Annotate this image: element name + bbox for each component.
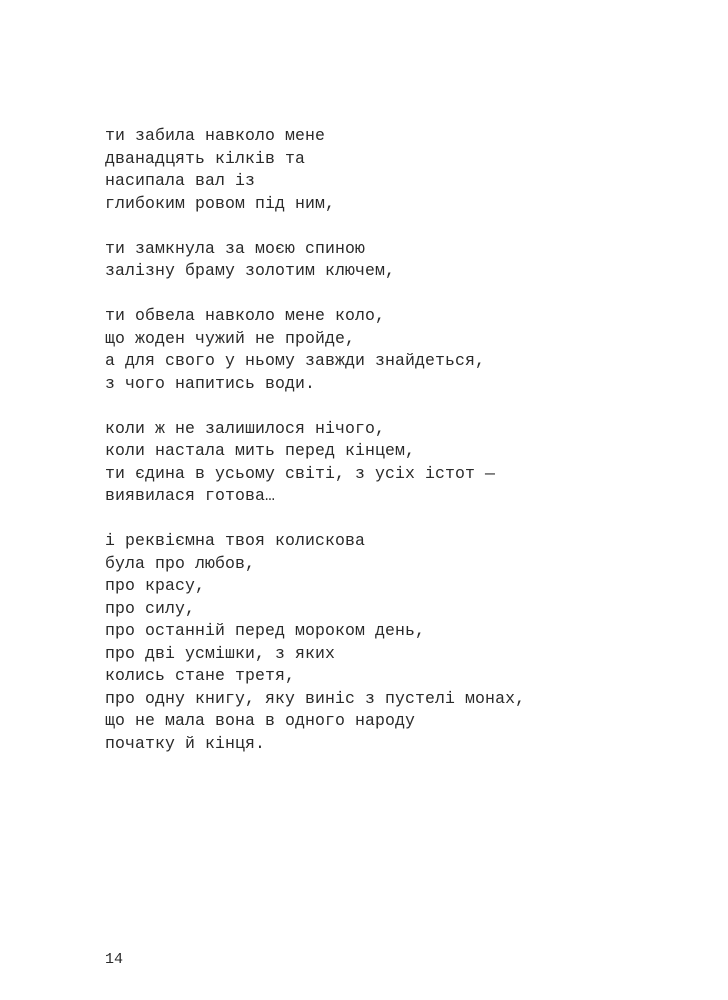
stanza-5 (105, 530, 705, 755)
poem-line: ти забила навколо мене (105, 126, 326, 145)
poem-line: коли настала мить перед кінцем, (105, 441, 416, 460)
poem-line: глибоким ровом під ним, (105, 193, 336, 213)
poem-line: про останній перед мороком день, (105, 621, 426, 640)
poem-line: залізну браму золотим ключем, (105, 261, 396, 280)
poem-line: колись стане третя, (105, 666, 296, 685)
stanza-2 (105, 238, 705, 283)
poem-line: насипала вал із (105, 171, 256, 190)
stanza-4 (105, 418, 705, 508)
poem-line: була про любов, (105, 553, 256, 573)
poem-line: що жоден чужий не пройде, (105, 328, 356, 348)
stanza-1 (105, 125, 705, 215)
poem-line: про одну книгу, яку виніс з пустелі монах, (105, 688, 526, 708)
poem-line: ти замкнула за моєю спиною (105, 238, 366, 258)
poem-line: ти обвела навколо мене коло, (105, 306, 386, 325)
poem-line: виявилася готова… (105, 486, 276, 505)
poem-line: про силу, (105, 598, 196, 618)
poem-line: початку й кінця. (105, 733, 266, 753)
poem-line: ти єдина в усьому світі, з усіх істот — (105, 463, 496, 483)
poem-line: про дві усмішки, з яких (105, 643, 336, 663)
poem-line: і реквіємна твоя колискова (105, 531, 366, 550)
poem (105, 125, 705, 778)
poem-line: коли ж не залишилося нічого, (105, 418, 386, 438)
poem-line: про красу, (105, 576, 206, 595)
stanza-3 (105, 305, 705, 395)
poem-line: з чого напитись води. (105, 373, 316, 393)
page-number: 14 (105, 951, 124, 968)
poem-line: дванадцять кілків та (105, 148, 306, 168)
poem-line: що не мала вона в одного народу (105, 711, 416, 730)
poem-line: а для свого у ньому завжди знайдеться, (105, 351, 486, 370)
